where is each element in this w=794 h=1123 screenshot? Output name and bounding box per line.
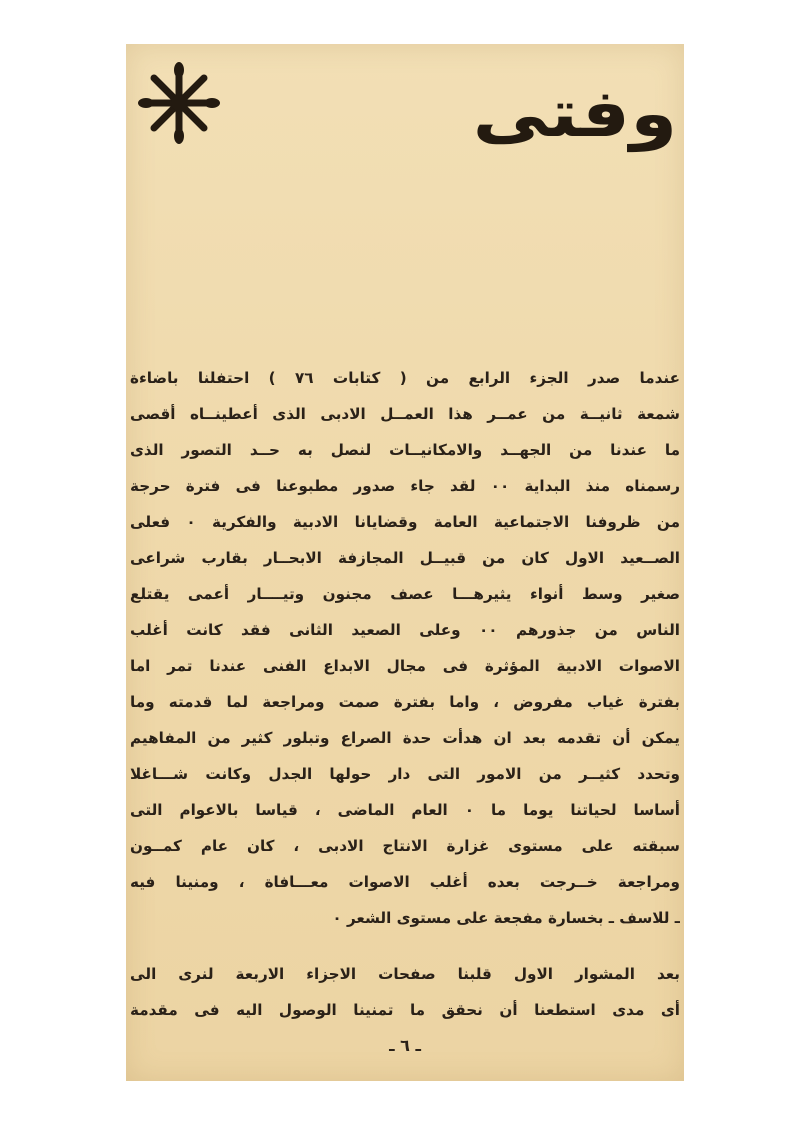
page-number: ـ ٦ ـ: [389, 1036, 421, 1055]
text-line: وتحدد كثيــر من الامور التى دار حولها الجدل وكانت شـــاغلا: [130, 765, 680, 783]
text-line: الصــعيد الاول كان من قبيــل المجازفة الابحــار بقارب شراعى: [130, 549, 680, 567]
text-line: الناس من جذورهم ٠٠ وعلى الصعيد الثانى فقد كانت أغلب: [130, 621, 680, 639]
paragraph-2: [130, 956, 680, 1028]
text-line: أساسا لحياتنا يوما ما ٠ العام الماضى ، قياسا بالاعوام التى: [130, 801, 680, 819]
text-line: يمكن أن تقدمه بعد ان هدأت حدة الصراع وتبلور كثير من المفاهيم: [130, 729, 680, 747]
text-line: ومراجعة خــرجت بعده أغلب الاصوات معـــافاة ، ومنينا فيه: [130, 873, 680, 891]
asterisk-ornament-icon: [134, 58, 224, 148]
text-line: من ظروفنا الاجتماعية العامة وقضايانا الادبية والفكرية ٠ فعلى: [130, 513, 680, 531]
text-line: بعد المشوار الاول قلبنا صفحات الاجزاء الاربعة لنرى الى: [130, 965, 680, 983]
text-line: رسمناه منذ البداية ٠٠ لقد جاء صدور مطبوعنا فى فترة حرجة: [130, 477, 680, 495]
book-page: [126, 44, 684, 1081]
text-line: أى مدى استطعنا أن نحقق ما تمنينا الوصول اليه فى مقدمة: [130, 1001, 680, 1019]
text-line: سبقته على مستوى غزارة الانتاج الادبى ، كان عام كمــون: [130, 837, 680, 855]
text-line: ـ للاسف ـ بخسارة مفجعة على مستوى الشعر ٠: [332, 909, 680, 927]
paragraph-1: [130, 360, 680, 936]
magazine-logo: [470, 74, 680, 154]
text-line: صغير وسط أنواء يثيرهـــا عصف مجنون وتيــــار أعمى يقتلع: [130, 585, 680, 603]
text-line: الاصوات الادبية المؤثرة فى مجال الابداع الفنى عندنا تمر اما: [130, 657, 680, 675]
text-line: شمعة ثانيــة من عمــر هذا العمــل الادبى الذى أعطينــاه أقصى: [130, 405, 680, 423]
text-line: عندما صدر الجزء الرابع من ( كتابات ٧٦ ) احتفلنا باضاءة: [130, 369, 680, 387]
text-line: ما عندنا من الجهــد والامكانيــات لنصل به حــد التصور الذى: [130, 441, 680, 459]
text-line: بفترة غياب مفروض ، واما بفترة صمت ومراجعة لما قدمته وما: [130, 693, 680, 711]
article-body: [130, 360, 680, 1028]
logo-text: وفتى: [472, 75, 678, 152]
